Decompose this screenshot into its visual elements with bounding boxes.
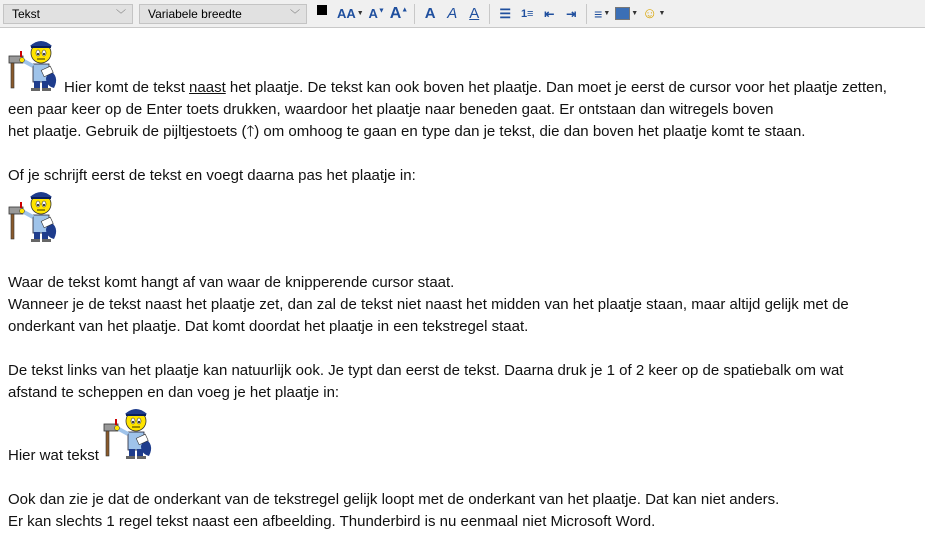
text-line: Waar de tekst komt hangt af van waar de knipperende cursor staat. bbox=[8, 274, 455, 291]
bold-icon: A bbox=[424, 5, 436, 22]
text-line: het plaatje. Gebruik de pijltjestoets (🡑) om omhoog te gaan en type dan je tekst, die dan boven het plaatje komt te staan. bbox=[8, 123, 806, 140]
larger-font-icon: A▲ bbox=[389, 4, 409, 22]
dropdown-arrow-icon: ▼ bbox=[603, 10, 611, 17]
bold-button[interactable] bbox=[421, 3, 439, 25]
font-select[interactable] bbox=[139, 4, 307, 24]
divider bbox=[489, 4, 490, 24]
paragraph bbox=[8, 404, 919, 467]
increase-indent-button[interactable] bbox=[562, 3, 580, 25]
text: het plaatje. De tekst kan ook boven het plaatje. Dan moet je eerst de cursor voor het plaatje zetten, bbox=[225, 79, 887, 96]
underline-button[interactable] bbox=[465, 3, 483, 25]
text-line: onderkant van het plaatje. Dat komt doordat het plaatje in een tekstregel staat. bbox=[8, 318, 529, 335]
italic-button[interactable] bbox=[443, 3, 461, 25]
smiley-button[interactable] bbox=[642, 3, 665, 25]
dropdown-arrow-icon: ▼ bbox=[356, 10, 364, 17]
smaller-font-icon: A▼ bbox=[368, 6, 385, 21]
text: Hier wat tekst bbox=[8, 447, 104, 464]
align-button[interactable] bbox=[593, 3, 611, 25]
italic-icon: A bbox=[447, 5, 458, 22]
text-line: Wanneer je de tekst naast het plaatje zet, dan zal de tekst niet naast het midden van het plaatje staan, maar altijd gelijk met de bbox=[8, 296, 849, 313]
mailman-image[interactable] bbox=[8, 187, 64, 243]
font-size-icon: AA bbox=[337, 6, 356, 21]
divider bbox=[586, 4, 587, 24]
text-line: De tekst links van het plaatje kan natuurlijk ook. Je typt dan eerst de tekst. Daarna druk je 1 of 2 keer op de spatiebalk om wat bbox=[8, 362, 844, 379]
indent-icon: ⇥ bbox=[566, 6, 577, 21]
underline-icon: A bbox=[469, 5, 480, 22]
dropdown-arrow-icon: ▼ bbox=[631, 10, 639, 17]
chevron-down-icon: ﹀ bbox=[116, 10, 126, 21]
text-line: Of je schrijft eerst de tekst en voegt daarna pas het plaatje in: bbox=[8, 167, 416, 184]
text-color-button[interactable] bbox=[315, 3, 333, 25]
decrease-indent-button[interactable] bbox=[540, 3, 558, 25]
paragraph-format-value: Tekst bbox=[12, 6, 41, 21]
paragraph bbox=[8, 36, 919, 99]
image-paragraph bbox=[8, 187, 919, 250]
font-value: Variabele breedte bbox=[148, 6, 242, 21]
paragraph-format-select[interactable] bbox=[3, 4, 133, 24]
smaller-font-button[interactable] bbox=[368, 3, 386, 25]
numbered-list-icon: 1≡ bbox=[520, 7, 534, 20]
text-line: Er kan slechts 1 regel tekst naast een afbeelding. Thunderbird is nu eenmaal niet Microsoft Word. bbox=[8, 513, 656, 530]
text-line: een paar keer op de Enter toets drukken, waardoor het plaatje naar beneden gaat. Er ontstaan dan witregels boven bbox=[8, 101, 774, 118]
font-size-button[interactable] bbox=[337, 3, 364, 25]
underlined-text: naast bbox=[189, 79, 226, 96]
mailman-image[interactable] bbox=[103, 404, 159, 460]
text-line: Ook dan zie je dat de onderkant van de tekstregel gelijk loopt met de onderkant van het plaatje. Dat kan niet anders. bbox=[8, 491, 780, 508]
larger-font-button[interactable] bbox=[390, 3, 409, 25]
formatting-toolbar bbox=[0, 0, 925, 28]
bullet-list-button[interactable] bbox=[496, 3, 514, 25]
image-icon bbox=[615, 7, 630, 20]
numbered-list-button[interactable] bbox=[518, 3, 536, 25]
dropdown-arrow-icon: ▼ bbox=[658, 10, 666, 17]
chevron-down-icon: ﹀ bbox=[290, 10, 300, 21]
insert-button[interactable] bbox=[615, 3, 638, 25]
align-icon: ≡ bbox=[594, 5, 603, 22]
message-body[interactable] bbox=[8, 36, 919, 533]
mailman-image[interactable] bbox=[8, 36, 64, 92]
divider bbox=[414, 4, 415, 24]
text-line: afstand te scheppen en dan voeg je het plaatje in: bbox=[8, 384, 340, 401]
bullet-list-icon: ☰ bbox=[499, 5, 512, 21]
smiley-icon: ☺ bbox=[642, 5, 658, 22]
text-color-swatch bbox=[317, 5, 327, 15]
text: Hier komt de tekst bbox=[64, 79, 190, 96]
outdent-icon: ⇤ bbox=[544, 6, 555, 21]
